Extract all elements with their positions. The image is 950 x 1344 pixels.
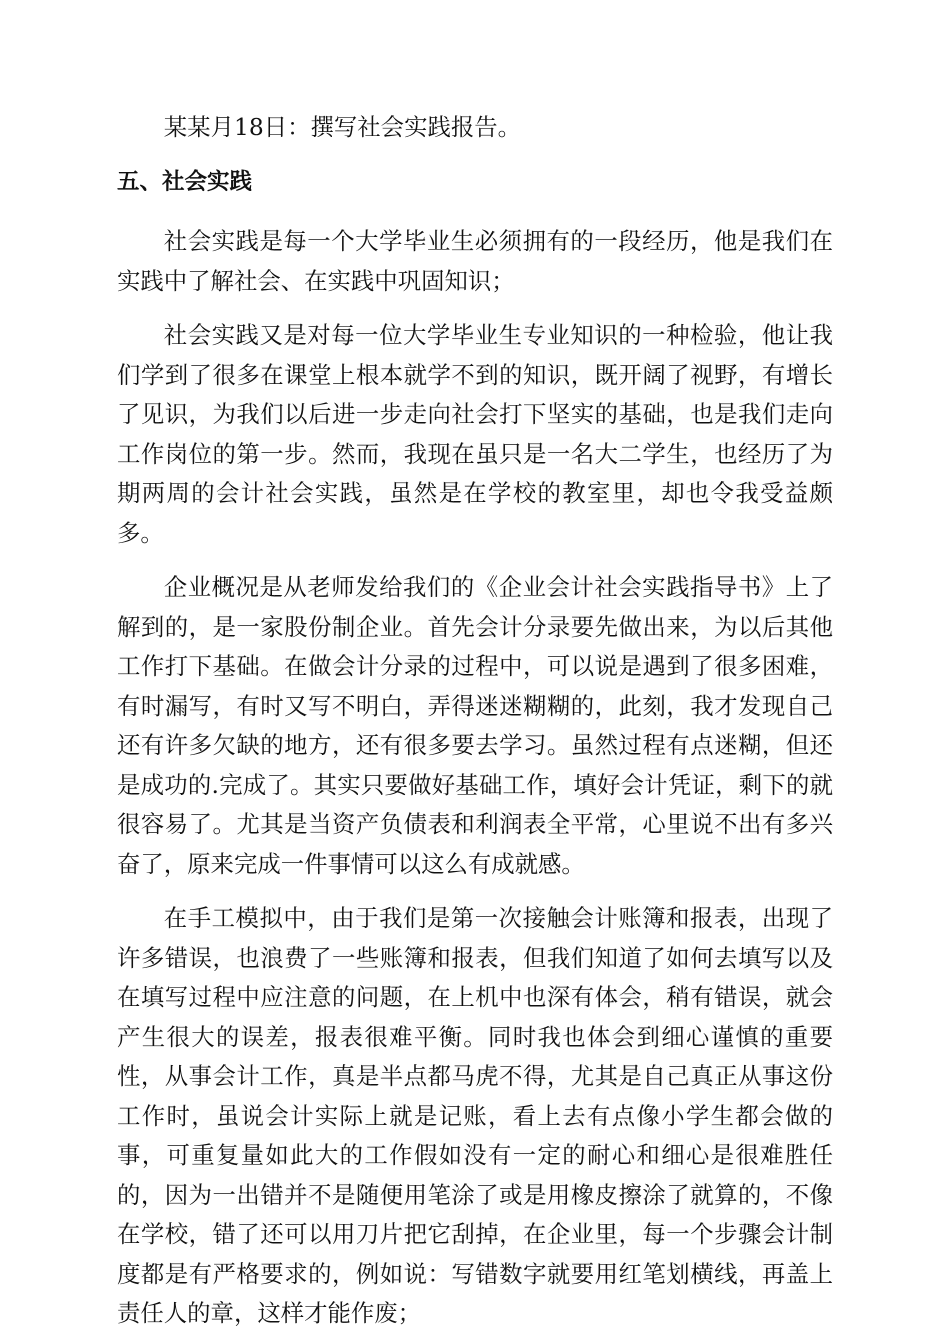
paragraph-2: 社会实践又是对每一位大学毕业生专业知识的一种检验，他让我们学到了很多在课堂上根本就学不到的知识，既开阔了视野，有增长了见识，为我们以后进一步走向社会打下坚实的基础，也是我们走向工作岗位的第一步。然而，我现在虽只是一名大二学生，也经历了为期两周的会计社会实践，虽然是在学校的教室里，却也令我受益颇多。 bbox=[117, 321, 833, 547]
document-page bbox=[117, 108, 833, 1334]
paragraph-4: 在手工模拟中，由于我们是第一次接触会计账簿和报表，出现了许多错误，也浪费了一些账簿和报表，但我们知道了如何去填写以及在填写过程中应注意的问题，在上机中也深有体会，稍有错误，就会产生很大的误差，报表很难平衡。同时我也体会到细心谨慎的重要性，从事会计工作，真是半点都马虎不得，尤其是自己真正从事这份工作时，虽说会计实际上就是记账，看上去有点像小学生都会做的事，可重复量如此大的工作假如没有一定的耐心和细心是很难胜任的，因为一出错并不是随便用笔涂了或是用橡皮擦涂了就算的，不像在学校，错了还可以用刀片把它刮掉，在企业里，每一个步骤会计制度都是有严格要求的，例如说：写错数字就要用红笔划横线，再盖上责任人的章，这样才能作废； bbox=[117, 904, 833, 1327]
paragraph-3: 企业概况是从老师发给我们的《企业会计社会实践指导书》上了解到的，是一家股份制企业。首先会计分录要先做出来，为以后其他工作打下基础。在做会计分录的过程中，可以说是遇到了很多困难，有时漏写，有时又写不明白，弄得迷迷糊糊的，此刻，我才发现自己还有许多欠缺的地方，还有很多要去学习。虽然过程有点迷糊，但还是成功的.完成了。其实只要做好基础工作，填好会计凭证，剩下的就很容易了。尤其是当资产负债表和利润表全平常，心里说不出有多兴奋了，原来完成一件事情可以这么有成就感。 bbox=[117, 573, 833, 878]
section-heading: 五、社会实践 bbox=[117, 168, 253, 195]
intro-line: 某某月18日：撰写社会实践报告。 bbox=[163, 113, 522, 141]
paragraph-1: 社会实践是每一个大学毕业生必须拥有的一段经历，他是我们在实践中了解社会、在实践中巩固知识； bbox=[117, 227, 833, 295]
